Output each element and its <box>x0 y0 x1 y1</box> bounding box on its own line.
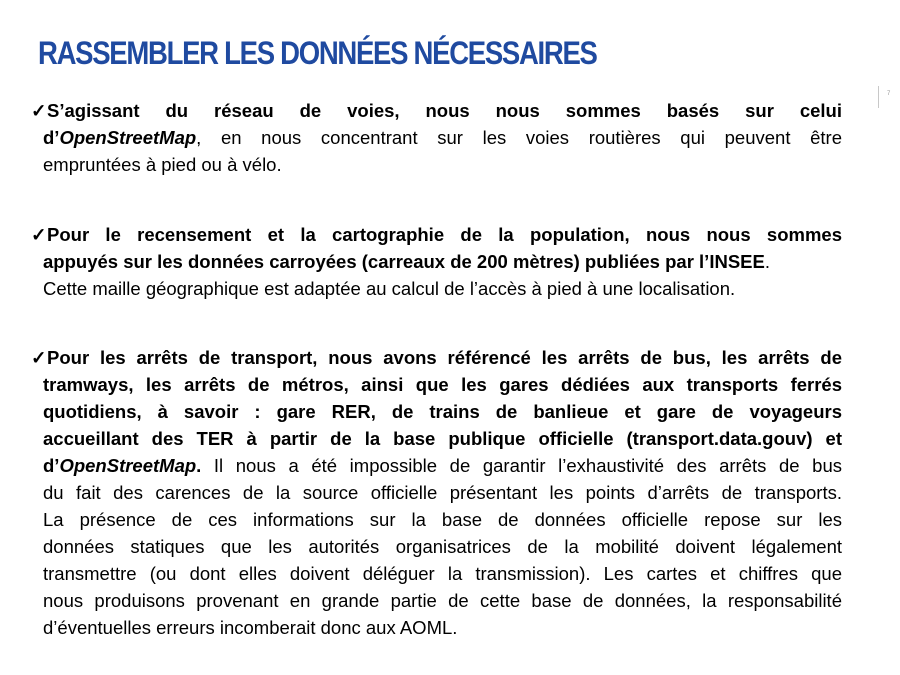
checkmark-icon: ✓ <box>31 224 47 245</box>
page-number: 7 <box>887 91 891 97</box>
checkmark-icon: ✓ <box>31 100 47 121</box>
page-title: RASSEMBLER LES DONNÉES NÉCESSAIRES <box>38 35 597 71</box>
bullet-line: transmettre (ou dont elles doivent déléguer la transmission). Les cartes et chiffres que <box>43 563 842 584</box>
bullet-line: Cette maille géographique est adaptée au calcul de l’accès à pied à une localisation. <box>43 278 736 299</box>
bullet-line: données statiques que les autorités organisatrices de la mobilité doivent légalement <box>43 536 842 557</box>
osm-reference: OpenStreetMap <box>59 455 197 476</box>
bullet-line: d’éventuelles erreurs incomberait donc aux AOML. <box>43 617 458 638</box>
bullet-line: d’OpenStreetMap, en nous concentrant sur les voies routières qui peuvent être <box>43 127 842 148</box>
bullet-line: La présence de ces informations sur la base de données officielle repose sur les <box>43 509 842 530</box>
bullet-line: appuyés sur les données carroyées (carreaux de 200 mètres) publiées par l’INSEE. <box>43 251 770 272</box>
bullet-line: ✓S’agissant du réseau de voies, nous nous sommes basés sur celui <box>31 97 842 124</box>
bullet-line: tramways, les arrêts de métros, ainsi que les gares dédiées aux transports ferrés <box>43 374 842 395</box>
bullet-line: empruntées à pied ou à vélo. <box>43 154 282 175</box>
bullet-line: quotidiens, à savoir : gare RER, de trains de banlieue et gare de voyageurs <box>43 401 842 422</box>
checkmark-icon: ✓ <box>31 347 47 368</box>
bullet-road-network <box>31 97 842 178</box>
page-marker <box>878 86 879 108</box>
osm-reference: OpenStreetMap <box>59 127 197 148</box>
bullet-line: nous produisons provenant en grande partie de cette base de données, la responsabilité <box>43 590 842 611</box>
bullet-population <box>31 221 842 302</box>
bullet-line: du fait des carences de la source officielle présentant les points d’arrêts de transports. <box>43 482 842 503</box>
bullet-line: ✓Pour le recensement et la cartographie de la population, nous nous sommes <box>31 221 842 248</box>
bullet-line: accueillant des TER à partir de la base publique officielle (transport.data.gouv) et <box>43 428 842 449</box>
bullet-line: d’OpenStreetMap. Il nous a été impossible de garantir l’exhaustivité des arrêts de bus <box>43 455 842 476</box>
bullet-line: ✓Pour les arrêts de transport, nous avons référencé les arrêts de bus, les arrêts de <box>31 344 842 371</box>
bullet-transport-stops <box>31 344 842 641</box>
